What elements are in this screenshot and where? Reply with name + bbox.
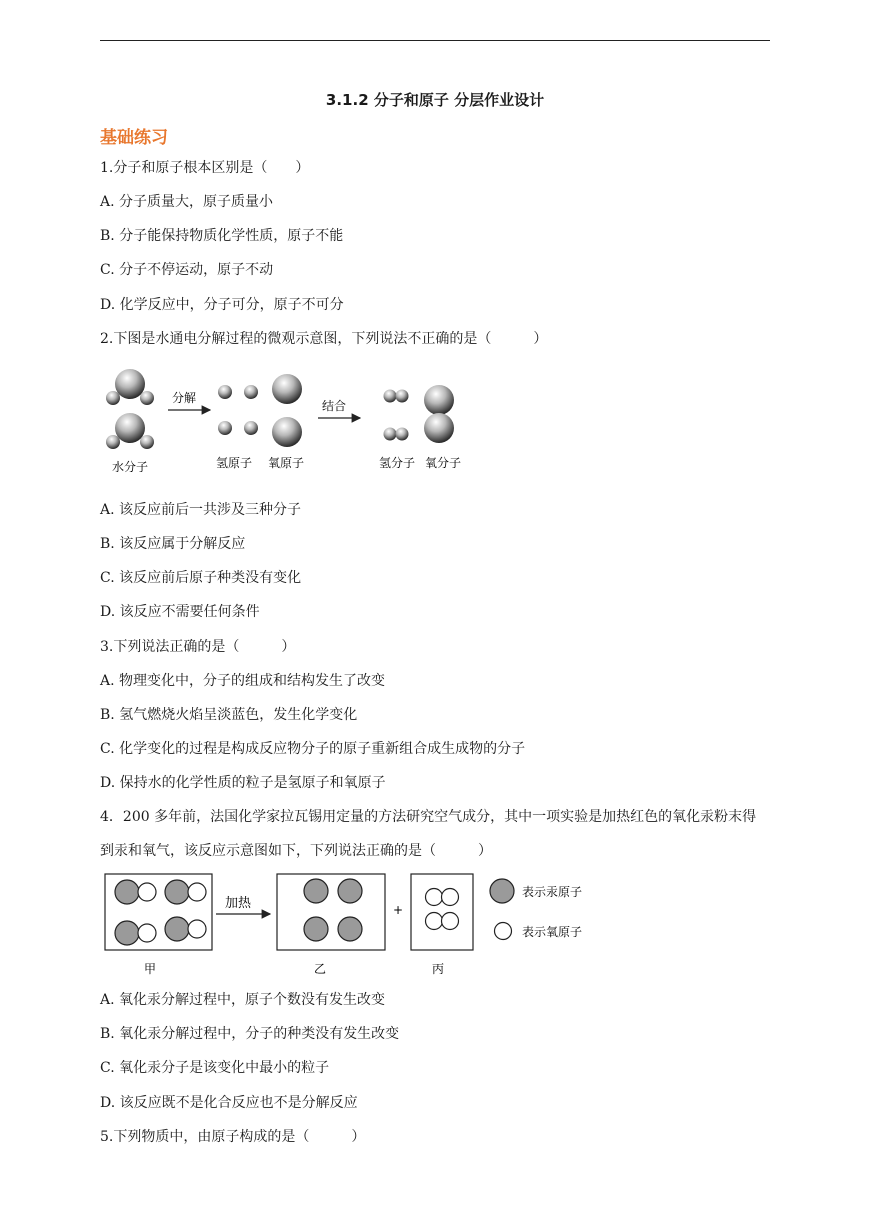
q3-stem: 3.下列说法正确的是（ ） [100, 639, 296, 655]
hydrogen-molecule [384, 428, 409, 441]
label-hydrogen-atom: 氢原子 [215, 456, 253, 470]
legend-mercury-swatch [490, 879, 514, 903]
water-electrolysis-diagram [100, 362, 480, 480]
q4-option-c: C. 氧化汞分子是该变化中最小的粒子 [100, 1060, 330, 1076]
q2-option-b: B. 该反应属于分解反应 [100, 536, 246, 552]
water-molecule [106, 369, 154, 405]
oxygen-atom [272, 374, 302, 404]
oxygen-molecule [424, 385, 454, 443]
label-heating: 加热 [224, 896, 252, 911]
oxygen-molecule [426, 889, 459, 906]
q4-option-a: A. 氧化汞分解过程中，原子个数没有发生改变 [100, 992, 386, 1008]
q4-option-b: B. 氧化汞分解过程中，分子的种类没有发生改变 [100, 1026, 400, 1042]
q3-option-b: B. 氢气燃烧火焰呈淡蓝色，发生化学变化 [100, 707, 358, 723]
label-bing: 丙 [431, 962, 445, 976]
q4-stem: 4．200 多年前，法国化学家拉瓦锡用定量的方法研究空气成分，其中一项实验是加热红色的氧化汞粉末得到汞和氧气，该反应示意图如下，下列说法正确的是（ ） [100, 809, 757, 859]
q1-option-a: A. 分子质量大，原子质量小 [100, 194, 274, 210]
label-oxygen-molecule: 氧分子 [424, 456, 462, 470]
label-hydrogen-molecule: 氢分子 [378, 456, 416, 470]
label-jia: 甲 [143, 962, 157, 976]
mercury-oxide-molecule [165, 880, 206, 904]
q2-option-c: C. 该反应前后原子种类没有变化 [100, 570, 302, 586]
header-rule [100, 40, 770, 41]
q3-option-c: C. 化学变化的过程是构成反应物分子的原子重新组合成生成物的分子 [100, 741, 526, 757]
plus-sign: + [392, 903, 404, 917]
q1-option-d: D. 化学反应中，分子可分，原子不可分 [100, 297, 344, 313]
mercury-atom [304, 879, 328, 903]
mercury-oxide-molecule [115, 880, 156, 904]
hydrogen-atom [244, 385, 258, 399]
label-water-molecule: 水分子 [111, 460, 149, 474]
mercury-atom [304, 917, 328, 941]
q1-stem: 1.分子和原子根本区别是（ ） [100, 160, 310, 176]
q1-option-c: C. 分子不停运动，原子不动 [100, 262, 274, 278]
legend-mercury-label: 表示汞原子 [522, 885, 583, 899]
mercury-oxide-molecule [165, 917, 206, 941]
oxygen-molecule [426, 913, 459, 930]
legend-oxygen-label: 表示氧原子 [522, 925, 583, 939]
section-heading: 基础练习 [100, 128, 168, 148]
legend-oxygen-swatch [495, 923, 512, 940]
box-product-oxygen [411, 874, 473, 950]
q1-option-b: B. 分子能保持物质化学性质，原子不能 [100, 228, 344, 244]
water-molecule [106, 413, 154, 449]
q2-stem: 2.下图是水通电分解过程的微观示意图，下列说法不正确的是（ ） [100, 331, 548, 347]
q3-option-d: D. 保持水的化学性质的粒子是氢原子和氧原子 [100, 775, 386, 791]
page-title: 3.1.2 分子和原子 分层作业设计 [325, 91, 545, 109]
label-oxygen-atom: 氧原子 [267, 456, 305, 470]
box-product-mercury [277, 874, 385, 950]
hydrogen-atom [218, 385, 232, 399]
hydrogen-atom [218, 421, 232, 435]
label-yi: 乙 [313, 962, 327, 976]
mercury-oxide-molecule [115, 921, 156, 945]
label-decompose: 分解 [171, 391, 197, 405]
q3-option-a: A. 物理变化中，分子的组成和结构发生了改变 [100, 673, 386, 689]
mercury-atom [338, 879, 362, 903]
oxygen-atom [272, 417, 302, 447]
q2-option-a: A. 该反应前后一共涉及三种分子 [100, 502, 302, 518]
mercury-oxide-diagram [100, 870, 600, 980]
q2-option-d: D. 该反应不需要任何条件 [100, 604, 260, 620]
q5-stem: 5.下列物质中，由原子构成的是（ ） [100, 1129, 366, 1145]
label-combine: 结合 [321, 399, 347, 413]
q4-option-d: D. 该反应既不是化合反应也不是分解反应 [100, 1095, 358, 1111]
hydrogen-atom [244, 421, 258, 435]
hydrogen-molecule [384, 390, 409, 403]
mercury-atom [338, 917, 362, 941]
